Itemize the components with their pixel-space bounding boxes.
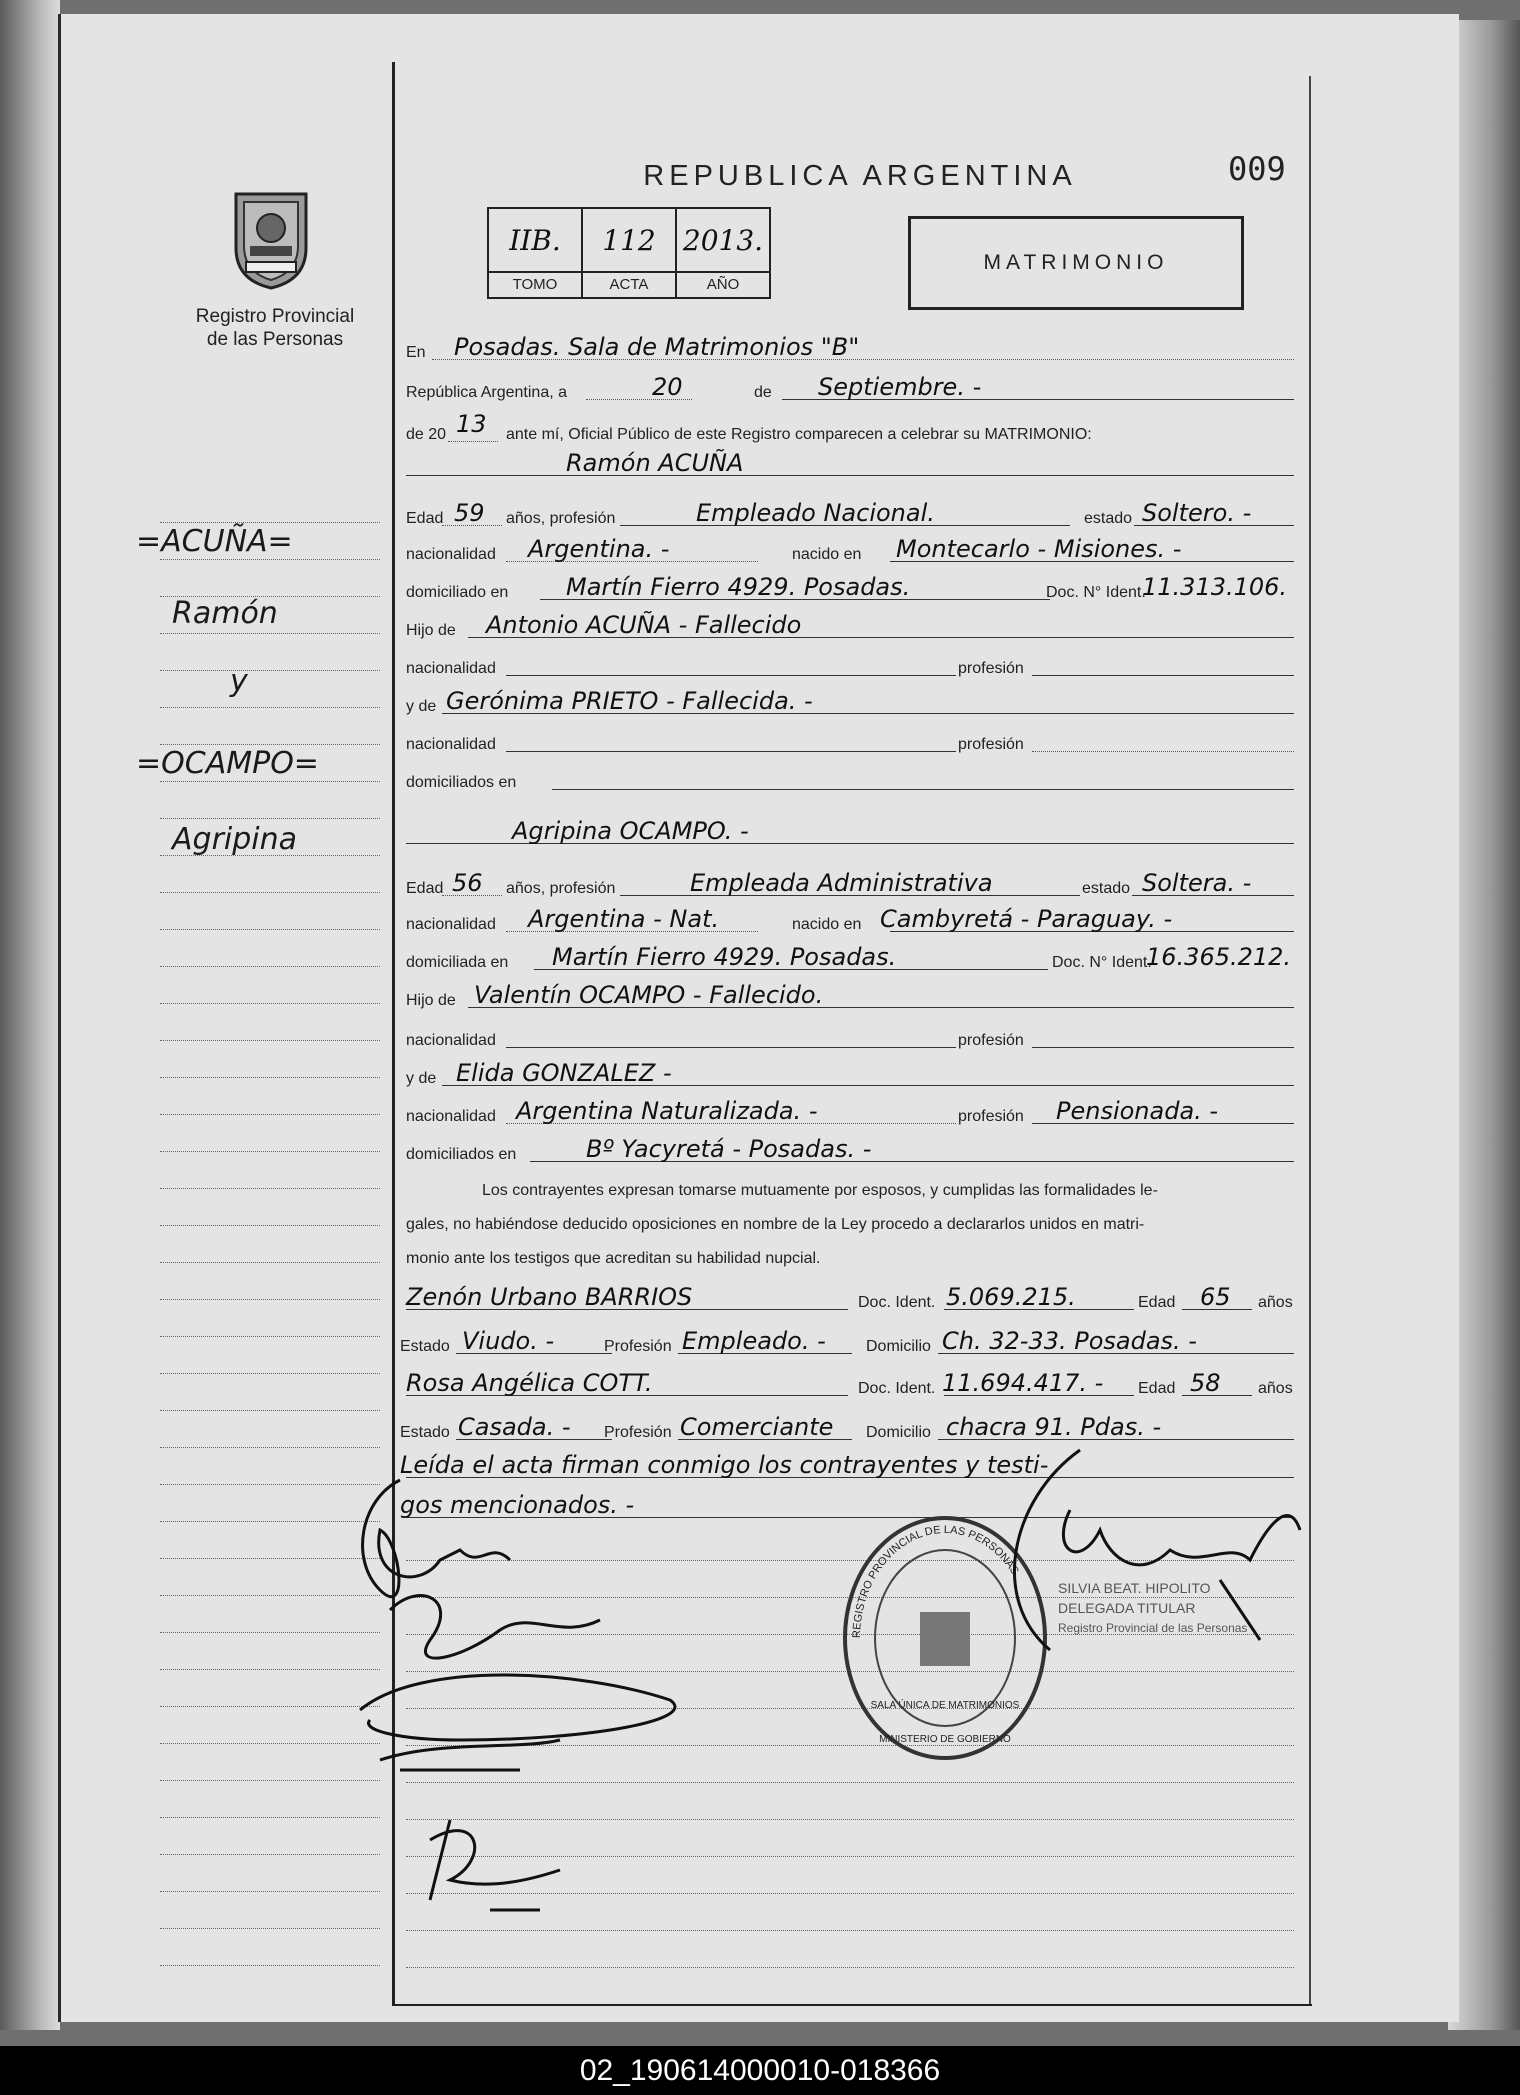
row-groom-father xyxy=(406,610,1301,642)
groom-name: Ramón ACUÑA xyxy=(566,449,744,477)
seal-bottom-text: MINISTERIO DE GOBIERNO xyxy=(879,1734,1011,1745)
witness-2-profession: Comerciante xyxy=(680,1413,834,1441)
official-name: SILVIA BEAT. HIPOLITO xyxy=(1058,1580,1211,1596)
bride-father: Valentín OCAMPO - Fallecido. xyxy=(474,981,824,1009)
estado-label: estado xyxy=(1084,510,1133,527)
blank-ruled-line xyxy=(406,1967,1294,1968)
estado-label: estado xyxy=(1082,880,1131,897)
closing-line-2: gos mencionados. - xyxy=(400,1491,635,1519)
row-bride-father-nat xyxy=(406,1020,1301,1052)
bride-profession: Empleada Administrativa xyxy=(690,869,993,897)
witness-2-name: Rosa Angélica COTT. xyxy=(406,1369,653,1397)
margin-ruled-line xyxy=(160,1965,380,1966)
margin-conjunction: y xyxy=(230,664,248,699)
margin-ruled-line xyxy=(160,892,380,893)
margin-given-name-groom: Ramón xyxy=(172,596,278,631)
file-id-caption: 02_190614000010-018366 xyxy=(0,2046,1520,2095)
anio-label: AÑO xyxy=(677,271,769,297)
nacionalidad-label: nacionalidad xyxy=(406,916,496,933)
official-office: Registro Provincial de las Personas xyxy=(1058,1621,1248,1635)
en-label: En xyxy=(406,344,426,361)
hijo-label: Hijo de xyxy=(406,992,456,1009)
row-bride-nationality xyxy=(406,904,1301,936)
row-groom-name xyxy=(406,448,1301,480)
groom-birthplace: Montecarlo - Misiones. - xyxy=(896,535,1182,563)
fill-line xyxy=(1032,751,1294,752)
margin-ruled-line xyxy=(160,818,380,819)
page-number: 009 xyxy=(1228,150,1286,188)
groom-mother: Gerónima PRIETO - Fallecida. - xyxy=(446,687,813,715)
groom-father: Antonio ACUÑA - Fallecido xyxy=(486,611,802,639)
witness-anos-label: años xyxy=(1258,1380,1293,1397)
margin-ruled-line xyxy=(160,670,380,671)
margin-ruled-line xyxy=(160,1040,380,1041)
row-groom-parents-address xyxy=(406,762,1301,794)
domicilio-label: domiciliado en xyxy=(406,584,509,601)
edad-label: Edad xyxy=(406,510,444,527)
margin-ruled-line xyxy=(160,1003,380,1004)
row-bride-parents-address xyxy=(406,1134,1301,1166)
anio-value: 2013. xyxy=(682,223,764,257)
groom-age: 59 xyxy=(454,499,485,527)
bride-parents-address: Bº Yacyretá - Posadas. - xyxy=(586,1135,872,1163)
nacido-label: nacido en xyxy=(792,916,862,933)
anos-label: años, profesión xyxy=(506,510,616,527)
official-block xyxy=(1058,1578,1247,1638)
groom-address: Martín Fierro 4929. Posadas. xyxy=(566,573,911,601)
nacionalidad-label-3: nacionalidad xyxy=(406,736,496,753)
place-value: Posadas. Sala de Matrimonios "B" xyxy=(454,333,860,361)
margin-ruled-line xyxy=(160,966,380,967)
witness-2-doc: 11.694.417. - xyxy=(942,1369,1104,1397)
bride-doc: 16.365.212. xyxy=(1146,943,1292,971)
row-witness-1-details xyxy=(400,1326,1301,1358)
margin-ruled-line xyxy=(160,1077,380,1078)
groom-doc: 11.313.106. xyxy=(1142,573,1288,601)
fill-line xyxy=(506,751,956,752)
row-bride-mother xyxy=(406,1058,1301,1090)
registry-title-line1: Registro Provincial xyxy=(195,306,355,327)
declaration-line-2: gales, no habiéndose deducido oposiciones en nombre de la Ley procedo a declararlos unidos en matri- xyxy=(406,1216,1145,1233)
fill-line xyxy=(552,789,1294,790)
right-border-line xyxy=(1309,76,1311,2006)
margin-ruled-line xyxy=(160,1410,380,1411)
margin-surname-bride: =OCAMPO= xyxy=(136,746,319,781)
party-signatures xyxy=(340,1440,720,1940)
tomo-acta-ano-box xyxy=(487,207,771,299)
witness-doc-label: Doc. Ident. xyxy=(858,1294,936,1311)
bride-name: Agripina OCAMPO. - xyxy=(512,817,749,845)
margin-ruled-line xyxy=(160,1299,380,1300)
bride-mother-profession: Pensionada. - xyxy=(1056,1097,1219,1125)
republica-label: República Argentina, a xyxy=(406,384,567,401)
nacido-label: nacido en xyxy=(792,546,862,563)
seal-inner-text: SALA ÚNICA DE MATRIMONIOS xyxy=(870,1700,1020,1711)
witness-edad-label: Edad xyxy=(1138,1380,1176,1397)
domiciliados-label: domiciliados en xyxy=(406,774,517,791)
tomo-value: IIB. xyxy=(509,223,561,257)
row-groom-age xyxy=(406,498,1301,530)
fill-line xyxy=(506,1047,956,1048)
doc-label: Doc. N° Ident. xyxy=(1052,954,1152,971)
margin-ruled-line xyxy=(160,781,380,782)
margin-ruled-line xyxy=(160,744,380,745)
registry-title xyxy=(170,305,380,351)
bride-age: 56 xyxy=(452,869,483,897)
witness-domicilio-label: Domicilio xyxy=(866,1424,931,1441)
profesion-label-3: profesión xyxy=(958,736,1024,753)
witness-profesion-label: Profesión xyxy=(604,1338,672,1355)
margin-ruled-line xyxy=(160,707,380,708)
row-witness-1 xyxy=(406,1282,1301,1314)
registry-title-line2: de las Personas xyxy=(206,329,344,350)
bride-address: Martín Fierro 4929. Posadas. xyxy=(552,943,897,971)
de20-label: de 20 xyxy=(406,426,447,443)
fill-line xyxy=(506,675,956,676)
witness-edad-label: Edad xyxy=(1138,1294,1176,1311)
yde-label: y de xyxy=(406,1070,437,1087)
margin-ruled-line xyxy=(160,1373,380,1374)
nacionalidad-label-3: nacionalidad xyxy=(406,1108,496,1125)
witness-2-address: chacra 91. Pdas. - xyxy=(946,1413,1162,1441)
margin-ruled-line xyxy=(160,1188,380,1189)
row-witness-2 xyxy=(406,1368,1301,1400)
fill-line xyxy=(448,441,498,442)
margin-ruled-line xyxy=(160,522,380,523)
bride-birthplace: Cambyretá - Paraguay. - xyxy=(880,905,1173,933)
nacionalidad-label-2: nacionalidad xyxy=(406,660,496,677)
witness-2-age: 58 xyxy=(1190,1369,1221,1397)
bottom-border-line xyxy=(392,2004,1312,2006)
margin-ruled-line xyxy=(160,929,380,930)
domicilio-label: domiciliada en xyxy=(406,954,509,971)
hijo-label: Hijo de xyxy=(406,622,456,639)
witness-doc-label: Doc. Ident. xyxy=(858,1380,936,1397)
witness-profesion-label: Profesión xyxy=(604,1424,672,1441)
profesion-label-3: profesión xyxy=(958,1108,1024,1125)
witness-anos-label: años xyxy=(1258,1294,1293,1311)
bride-mother: Elida GONZALEZ - xyxy=(456,1059,672,1087)
witness-2-civil-status: Casada. - xyxy=(458,1413,571,1441)
row-groom-mother-nat xyxy=(406,724,1301,756)
edad-label: Edad xyxy=(406,880,444,897)
witness-1-civil-status: Viudo. - xyxy=(462,1327,555,1355)
declaration-line-1: Los contrayentes expresan tomarse mutuamente por esposos, y cumplidas las formalidades le- xyxy=(482,1182,1158,1199)
margin-ruled-line xyxy=(160,559,380,560)
groom-nationality: Argentina. - xyxy=(528,535,670,563)
fill-line xyxy=(1032,1047,1294,1048)
groom-profession: Empleado Nacional. xyxy=(696,499,935,527)
domiciliados-label: domiciliados en xyxy=(406,1146,517,1163)
row-groom-mother xyxy=(406,686,1301,718)
document-type-box: MATRIMONIO xyxy=(908,216,1244,310)
row-groom-father-nat xyxy=(406,648,1301,680)
witness-1-name: Zenón Urbano BARRIOS xyxy=(406,1283,693,1311)
row-place xyxy=(406,332,1301,364)
row-bride-mother-nat xyxy=(406,1096,1301,1128)
month-value: Septiembre. - xyxy=(818,373,982,401)
margin-given-name-bride: Agripina xyxy=(172,822,298,857)
witness-1-address: Ch. 32-33. Posadas. - xyxy=(942,1327,1197,1355)
official-title: DELEGADA TITULAR xyxy=(1058,1600,1196,1616)
witness-domicilio-label: Domicilio xyxy=(866,1338,931,1355)
nacionalidad-label-2: nacionalidad xyxy=(406,1032,496,1049)
witness-1-profession: Empleado. - xyxy=(682,1327,826,1355)
row-bride-address xyxy=(406,942,1301,974)
witness-estado-label: Estado xyxy=(400,1338,450,1355)
anos-label: años, profesión xyxy=(506,880,616,897)
row-bride-name xyxy=(406,816,1301,848)
fill-line xyxy=(1032,675,1294,676)
declaration-line-3: monio ante los testigos que acreditan su habilidad nupcial. xyxy=(406,1250,821,1267)
acta-label: ACTA xyxy=(583,271,675,297)
country-heading: REPUBLICA ARGENTINA xyxy=(643,160,1077,192)
nacionalidad-label: nacionalidad xyxy=(406,546,496,563)
acta-cell xyxy=(583,209,677,297)
anio-cell xyxy=(677,209,769,297)
year-value: 13 xyxy=(456,410,487,438)
row-bride-father xyxy=(406,980,1301,1012)
seal-outer-text: REGISTRO PROVINCIAL DE LAS PERSONAS xyxy=(850,1523,1021,1639)
ante-text: ante mí, Oficial Público de este Registro comparecen a celebrar su MATRIMONIO: xyxy=(506,426,1092,443)
margin-ruled-line xyxy=(160,1225,380,1226)
row-date xyxy=(406,372,1301,404)
declaration-paragraph xyxy=(406,1174,1294,1276)
margin-surname-groom: =ACUÑA= xyxy=(136,524,293,559)
profesion-label-2: profesión xyxy=(958,660,1024,677)
de-label: de xyxy=(754,384,772,401)
row-bride-age xyxy=(406,868,1301,900)
acta-value: 112 xyxy=(602,223,656,257)
margin-ruled-line xyxy=(160,1262,380,1263)
margin-ruled-line xyxy=(160,1114,380,1115)
misiones-coat-of-arms-icon xyxy=(228,188,314,292)
groom-civil-status: Soltero. - xyxy=(1142,499,1252,527)
fill-line xyxy=(406,475,1294,476)
bride-nationality: Argentina - Nat. xyxy=(528,905,720,933)
margin-ruled-line xyxy=(160,633,380,634)
witness-1-age: 65 xyxy=(1200,1283,1231,1311)
witness-estado-label: Estado xyxy=(400,1424,450,1441)
row-groom-nationality xyxy=(406,534,1301,566)
witness-1-doc: 5.069.215. xyxy=(946,1283,1076,1311)
official-signature xyxy=(990,1440,1310,1680)
doc-label: Doc. N° Ident. xyxy=(1046,584,1146,601)
row-groom-address xyxy=(406,572,1301,604)
bride-mother-nationality: Argentina Naturalizada. - xyxy=(516,1097,818,1125)
profesion-label-2: profesión xyxy=(958,1032,1024,1049)
tomo-cell xyxy=(489,209,583,297)
yde-label: y de xyxy=(406,698,437,715)
bride-civil-status: Soltera. - xyxy=(1142,869,1252,897)
margin-ruled-line xyxy=(160,1336,380,1337)
closing-line-1: Leída el acta firman conmigo los contrayentes y testi- xyxy=(400,1451,1049,1479)
row-year xyxy=(406,410,1301,446)
day-value: 20 xyxy=(652,373,683,401)
tomo-label: TOMO xyxy=(489,271,581,297)
margin-ruled-line xyxy=(160,1151,380,1152)
book-spine xyxy=(0,0,60,2030)
